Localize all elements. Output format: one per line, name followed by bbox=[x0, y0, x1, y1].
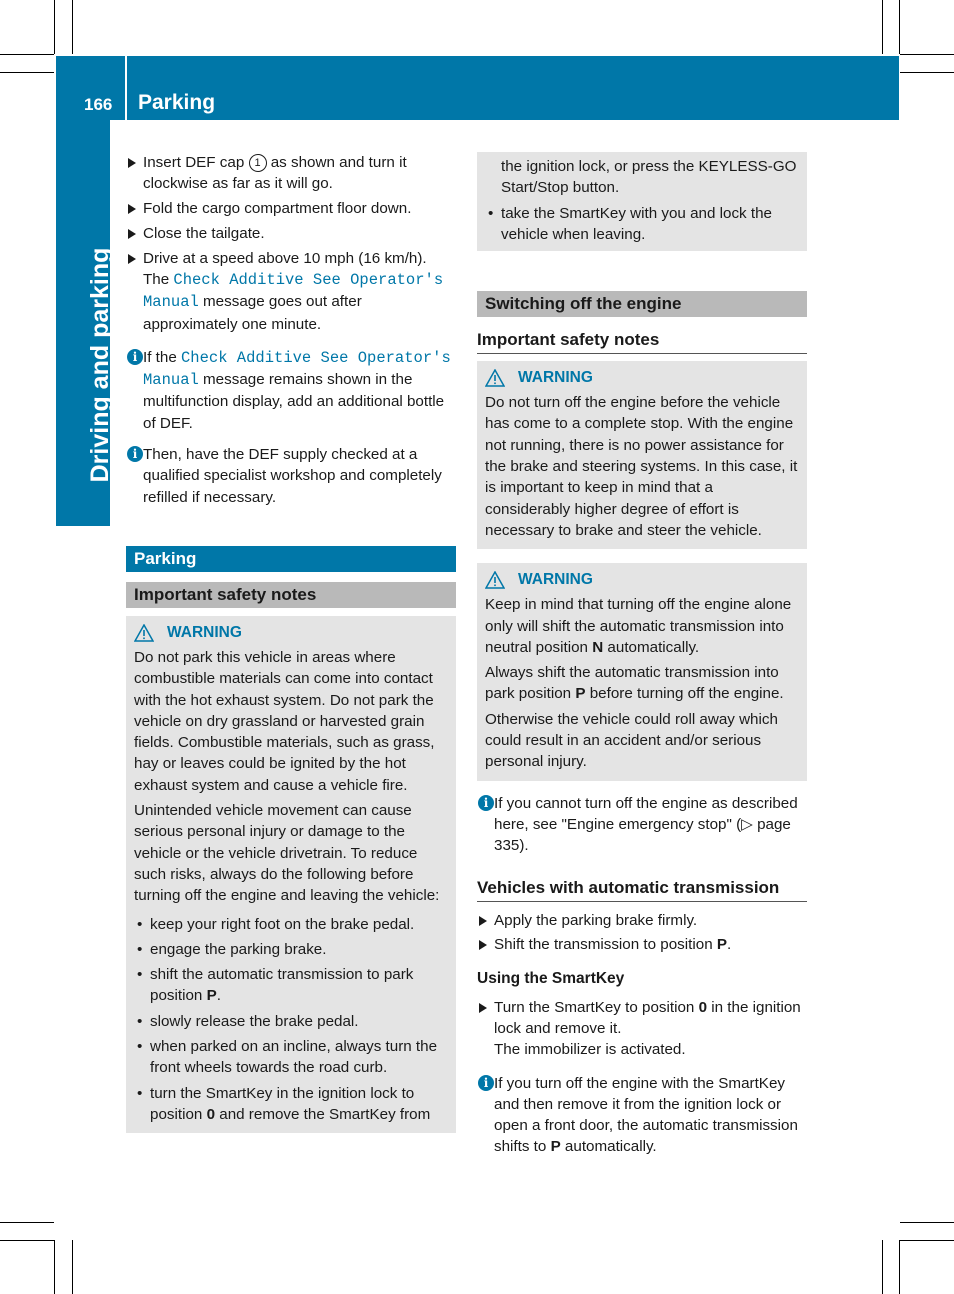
info-icon: i bbox=[127, 446, 143, 462]
page-title: Parking bbox=[138, 91, 216, 114]
info-icon: i bbox=[127, 349, 143, 365]
warning-text bbox=[485, 662, 799, 705]
crop-mark bbox=[900, 1240, 954, 1241]
step-arrow-icon bbox=[128, 158, 136, 168]
warning-text-part: Keep in mind that turning off the engine alone only will shift the automatic transmission into neutral position bbox=[485, 596, 792, 656]
crop-mark bbox=[54, 1240, 55, 1294]
step-arrow-icon bbox=[479, 916, 487, 926]
warning-heading bbox=[485, 569, 799, 591]
section-heading-switch-off: Switching off the engine bbox=[477, 291, 807, 317]
warning-text: the ignition lock, or press the KEYLESS-GO Start/Stop button. bbox=[501, 158, 797, 197]
crop-mark bbox=[0, 72, 54, 73]
section-heading-safety: Important safety notes bbox=[126, 582, 456, 608]
warning-text-part: Always shift the automatic transmission into park position bbox=[485, 664, 779, 703]
crop-mark bbox=[900, 1222, 954, 1223]
crop-mark bbox=[0, 1222, 54, 1223]
list-item: • take the SmartKey with you and lock the vehicle when leaving. bbox=[485, 203, 799, 246]
position-number: 0 bbox=[206, 1105, 216, 1123]
position-letter: N bbox=[592, 638, 604, 656]
header-divider bbox=[125, 56, 127, 120]
side-tab-label: Driving and parking bbox=[86, 247, 114, 483]
warning-triangle-icon bbox=[485, 369, 505, 387]
step-arrow-icon bbox=[479, 940, 487, 950]
crop-mark bbox=[54, 0, 55, 54]
info-note bbox=[126, 444, 456, 508]
left-column bbox=[126, 152, 456, 1133]
step-drive bbox=[126, 248, 456, 335]
step-parking-brake bbox=[477, 910, 807, 931]
list-item-text: turn the SmartKey in the ignition lock to position bbox=[150, 1084, 415, 1123]
display-message: Check Additive See Operator's Manual bbox=[143, 270, 444, 312]
warning-box bbox=[126, 616, 456, 1133]
crop-mark bbox=[72, 0, 73, 54]
warning-box bbox=[477, 361, 807, 549]
crop-mark bbox=[72, 1240, 73, 1294]
step-text: Shift the transmission to position bbox=[494, 936, 717, 954]
warning-text: Unintended vehicle movement can cause serious personal injury or damage to the vehicle or the vehicle drivetrain. To reduce such risks, always do the following before turning off the engine and leaving the vehicle: bbox=[134, 802, 440, 905]
warning-label: WARNING bbox=[518, 571, 593, 589]
info-note bbox=[477, 793, 807, 857]
crop-mark bbox=[899, 1240, 900, 1294]
warning-text-part: automatically. bbox=[603, 638, 700, 656]
info-note bbox=[126, 347, 456, 434]
warning-label: WARNING bbox=[167, 623, 242, 641]
warning-text-part: before turning off the engine. bbox=[585, 685, 784, 703]
warning-text bbox=[485, 594, 799, 658]
list-item-text: and remove the SmartKey from bbox=[215, 1105, 431, 1123]
warning-text: Do not park this vehicle in areas where combustible materials can come into contact with the hot exhaust system. Do not park the vehicle on dry grassland or harvested grain fields. Combustible materials, such as grass, hay or leaves could be ignited by the hot exhaust system and cause a vehicle fire. bbox=[134, 648, 435, 794]
step-text: Turn the SmartKey to position bbox=[494, 998, 699, 1016]
position-letter: P bbox=[550, 1138, 561, 1156]
crop-mark bbox=[0, 1240, 54, 1241]
position-letter: P bbox=[716, 936, 727, 954]
position-number: 0 bbox=[698, 998, 708, 1016]
warning-text: Do not turn off the engine before the vehicle has come to a complete stop. With the engine not running, there is no power assistance for the brake and steering systems. In this case, it is important to keep in mind that a considerably higher degree of effort is necessary to brake and steer the vehicle. bbox=[485, 394, 798, 539]
info-icon: i bbox=[478, 795, 494, 811]
step-shift-to-p bbox=[477, 934, 807, 955]
step-fold-floor bbox=[126, 198, 456, 219]
info-text: message remains shown in the multifunction display, add an additional bottle of DEF. bbox=[143, 371, 445, 432]
page-number: 166 bbox=[84, 95, 113, 114]
step-text: Insert DEF cap bbox=[143, 154, 249, 171]
step-text: Apply the parking brake firmly. bbox=[494, 911, 698, 929]
step-turn-smartkey bbox=[477, 997, 807, 1061]
heading-using-smartkey: Using the SmartKey bbox=[477, 969, 625, 987]
crop-mark bbox=[882, 1240, 883, 1294]
step-arrow-icon bbox=[479, 1003, 487, 1013]
step-insert-cap bbox=[126, 152, 456, 195]
crop-mark bbox=[882, 0, 883, 54]
crop-mark bbox=[899, 0, 900, 54]
info-text: automatically. bbox=[560, 1138, 657, 1156]
step-arrow-icon bbox=[128, 204, 136, 214]
step-text: Drive at a speed above 10 mph (16 km/h). The bbox=[143, 249, 427, 288]
step-text: Close the tailgate. bbox=[143, 224, 265, 242]
warning-label: WARNING bbox=[518, 369, 593, 387]
info-text: Then, have the DEF supply checked at a qualified specialist workshop and completely refilled if necessary. bbox=[143, 446, 442, 506]
list-item bbox=[134, 964, 448, 1007]
warning-heading bbox=[485, 367, 799, 389]
list-item bbox=[134, 1083, 448, 1126]
subheading-safety: Important safety notes bbox=[477, 329, 807, 354]
list-item-text: shift the automatic transmission to park position bbox=[150, 966, 414, 1005]
step-arrow-icon bbox=[128, 229, 136, 239]
step-text: in the ignition lock and remove it. bbox=[494, 998, 801, 1037]
step-text: Fold the cargo compartment floor down. bbox=[143, 200, 412, 218]
step-arrow-icon bbox=[128, 254, 136, 264]
crop-mark bbox=[0, 54, 54, 55]
list-item-text: . bbox=[216, 987, 221, 1005]
subheading-automatic-transmission: Vehicles with automatic transmission bbox=[477, 877, 807, 902]
list-item: • when parked on an incline, always turn the front wheels towards the road curb. bbox=[134, 1036, 448, 1079]
step-text: as shown and turn it clockwise as far as it will go. bbox=[143, 154, 407, 193]
info-text: If the bbox=[143, 348, 181, 366]
warning-triangle-icon bbox=[485, 571, 505, 589]
warning-box-continued bbox=[477, 152, 807, 251]
info-note bbox=[477, 1073, 807, 1158]
callout-number: 1 bbox=[249, 154, 267, 172]
right-column bbox=[477, 152, 807, 1158]
step-text: message goes out after approximately one minute. bbox=[143, 293, 362, 333]
info-text: If you turn off the engine with the SmartKey and then remove it from the ignition lock or open a front door, the automatic transmission shifts to bbox=[494, 1074, 798, 1156]
position-letter: P bbox=[575, 685, 586, 703]
display-message: Check Additive See Operator's Manual bbox=[143, 348, 451, 390]
info-icon: i bbox=[478, 1075, 494, 1091]
info-text: If you cannot turn off the engine as described here, see "Engine emergency stop" (▷ page 335). bbox=[494, 794, 798, 855]
step-close-tailgate bbox=[126, 223, 456, 244]
step-text: . bbox=[727, 936, 732, 954]
crop-mark bbox=[900, 54, 954, 55]
list-item: • slowly release the brake pedal. bbox=[134, 1011, 448, 1032]
list-item: • keep your right foot on the brake pedal. bbox=[134, 914, 448, 935]
position-letter: P bbox=[206, 987, 217, 1005]
section-heading-parking: Parking bbox=[126, 546, 456, 572]
warning-text: Otherwise the vehicle could roll away which could result in an accident and/or serious personal injury. bbox=[485, 710, 778, 771]
crop-mark bbox=[900, 72, 954, 73]
step-result-text: The immobilizer is activated. bbox=[494, 1041, 686, 1059]
warning-heading bbox=[134, 622, 448, 644]
warning-box bbox=[477, 563, 807, 780]
warning-triangle-icon bbox=[134, 624, 154, 642]
list-item: • engage the parking brake. bbox=[134, 939, 448, 960]
